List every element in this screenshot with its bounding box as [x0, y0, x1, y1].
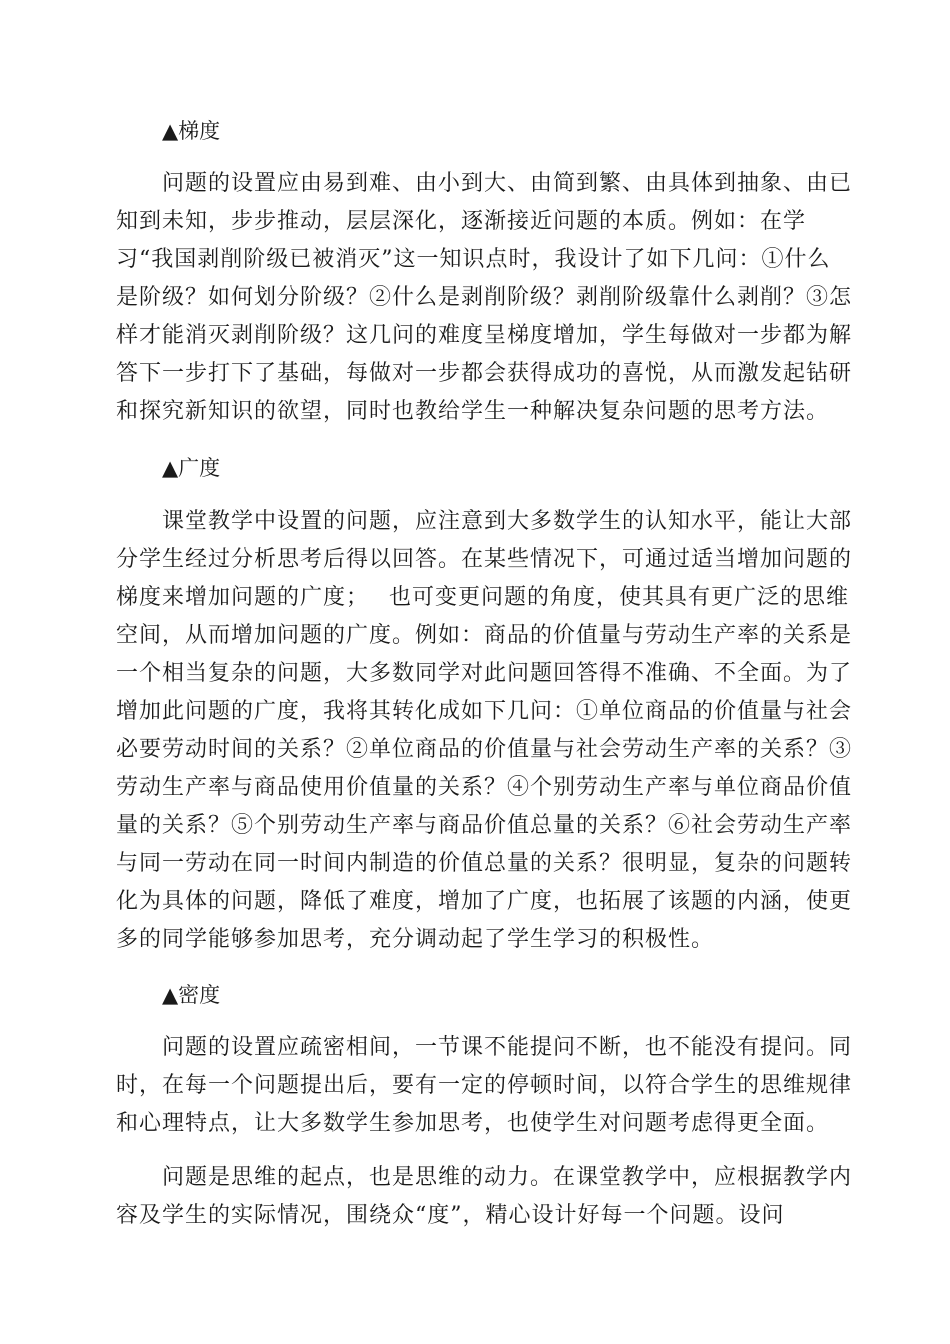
- paragraph-line: 与同一劳动在同一时间内制造的价值总量的关系？很明显，复杂的问题转: [116, 851, 853, 876]
- paragraph-line: 必要劳动时间的关系？②单位商品的价值量与社会劳动生产率的关系？③: [116, 737, 853, 762]
- paragraph-line: 课堂教学中设置的问题，应注意到大多数学生的认知水平，能让大部: [162, 509, 853, 534]
- section-heading-density: ▲密度: [162, 983, 221, 1007]
- paragraph-line: 问题是思维的起点，也是思维的动力。在课堂教学中，应根据教学内: [162, 1165, 853, 1190]
- paragraph-density: [116, 1029, 853, 1143]
- paragraph-line: 和探究新知识的欲望，同时也教给学生一种解决复杂问题的思考方法。: [116, 399, 830, 424]
- paragraph-line: 问题的设置应由易到难、由小到大、由简到繁、由具体到抽象、由已: [162, 171, 853, 196]
- paragraph-gradient: [116, 165, 853, 431]
- paragraph-line: 时，在每一个问题提出后，要有一定的停顿时间，以符合学生的思维规律: [116, 1073, 853, 1098]
- section-heading-breadth: ▲广度: [162, 456, 221, 480]
- paragraph-line: 和心理特点，让大多数学生参加思考，也使学生对问题考虑得更全面。: [116, 1111, 830, 1136]
- paragraph-line: 量的关系？⑤个别劳动生产率与商品价值总量的关系？⑥社会劳动生产率: [116, 813, 853, 838]
- paragraph-line: 样才能消灭剥削阶级？这几问的难度呈梯度增加，学生每做对一步都为解: [116, 323, 853, 348]
- paragraph-line: 劳动生产率与商品使用价值量的关系？④个别劳动生产率与单位商品价值: [116, 775, 853, 800]
- paragraph-line: 问题的设置应疏密相间，一节课不能提问不断，也不能没有提问。同: [162, 1035, 853, 1060]
- paragraph-line: 化为具体的问题，降低了难度，增加了广度，也拓展了该题的内涵，使更: [116, 889, 853, 914]
- paragraph-line: 多的同学能够参加思考，充分调动起了学生学习的积极性。: [116, 927, 715, 952]
- paragraph-line: 容及学生的实际情况，围绕众“度”，精心设计好每一个问题。设问: [116, 1203, 785, 1228]
- paragraph-line: 知到未知，步步推动，层层深化，逐渐接近问题的本质。例如：在学: [116, 209, 807, 234]
- paragraph-line: 梯度来增加问题的广度； 也可变更问题的角度，使其具有更广泛的思维: [116, 585, 849, 610]
- paragraph-line: 是阶级？如何划分阶级？②什么是剥削阶级？剥削阶级靠什么剥削？③怎: [116, 285, 853, 310]
- paragraph-line: 空间，从而增加问题的广度。例如：商品的价值量与劳动生产率的关系是: [116, 623, 853, 648]
- section-heading-gradient: ▲梯度: [162, 119, 221, 143]
- paragraph-closing: [116, 1159, 853, 1235]
- paragraph-line: 增加此问题的广度，我将其转化成如下几问：①单位商品的价值量与社会: [116, 699, 853, 724]
- paragraph-line: 答下一步打下了基础，每做对一步都会获得成功的喜悦，从而激发起钻研: [116, 361, 853, 386]
- paragraph-line: 习“我国剥削阶级已被消灭”这一知识点时，我设计了如下几问：①什么: [116, 247, 831, 272]
- paragraph-line: 一个相当复杂的问题，大多数同学对此问题回答得不准确、不全面。为了: [116, 661, 853, 686]
- paragraph-breadth: [116, 503, 853, 959]
- paragraph-line: 分学生经过分析思考后得以回答。在某些情况下，可通过适当增加问题的: [116, 547, 853, 572]
